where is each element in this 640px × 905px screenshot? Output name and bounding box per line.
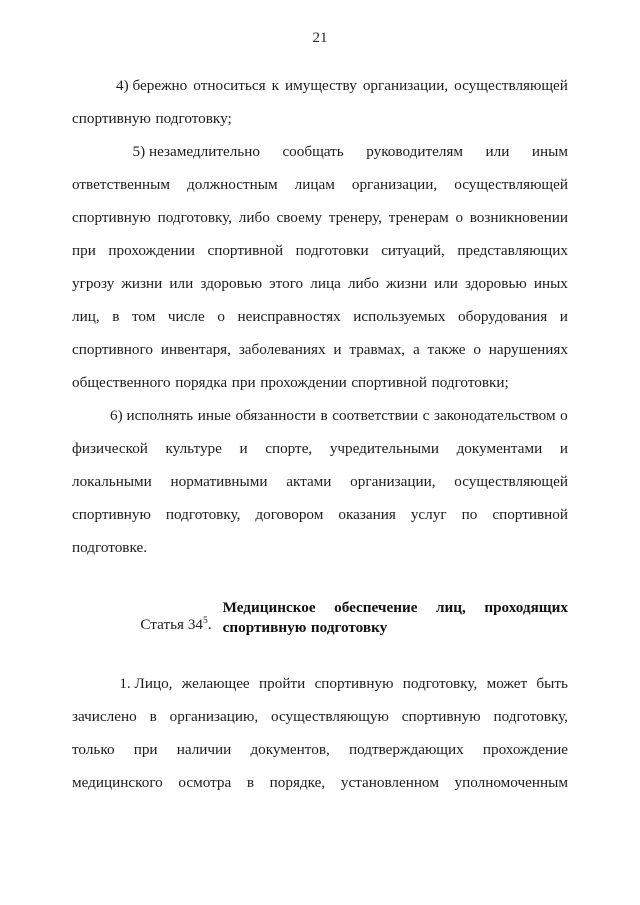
word: спортивной (351, 374, 427, 391)
word: травмах, (349, 341, 406, 358)
word: тренеру, (328, 209, 383, 226)
word: и (559, 308, 568, 325)
word: спортивную (72, 209, 151, 226)
word: и (239, 440, 248, 457)
word: спортивную (222, 619, 307, 636)
word: оборудования (458, 308, 548, 325)
word: здоровью (200, 275, 263, 292)
word: к (271, 77, 279, 94)
word: учредительными (329, 440, 439, 457)
word: подготовку, (402, 675, 478, 692)
word: спортивного (72, 341, 153, 358)
word: документами (456, 440, 543, 457)
word: порядке, (269, 774, 326, 791)
word: обязанности (235, 407, 316, 424)
word: организацию, (169, 708, 259, 725)
word: только (72, 741, 115, 758)
word: подготовку, (493, 708, 568, 725)
word: либо (347, 275, 379, 292)
text-line (72, 726, 568, 759)
word: лицам (294, 176, 335, 193)
text-line (72, 425, 568, 458)
word: наличии (176, 741, 232, 758)
word: руководителям (366, 143, 464, 160)
text-line (72, 693, 568, 726)
text-line (72, 194, 568, 227)
word: желающее (181, 675, 250, 692)
word: общественного (72, 374, 171, 391)
word: о (560, 407, 568, 424)
text-line (72, 491, 568, 524)
word: используемых (353, 308, 446, 325)
word: ответственным (72, 176, 170, 193)
word: может (486, 675, 528, 692)
text-line (72, 759, 568, 792)
word: лица (310, 275, 341, 292)
word: проходящих (484, 599, 568, 616)
word: в (149, 708, 157, 725)
text-line (72, 359, 568, 392)
word: подготовке. (72, 539, 147, 556)
word: а (412, 341, 420, 358)
word: спортивной (207, 242, 284, 259)
word: инвентаря, (160, 341, 231, 358)
word: спортивной (492, 506, 568, 523)
word: этого (269, 275, 304, 292)
word: возникновении (469, 209, 568, 226)
word: относиться (193, 77, 266, 94)
word: подготовку, (165, 506, 241, 523)
word: имуществу (285, 77, 357, 94)
word: угрозу (72, 275, 115, 292)
word: или (169, 275, 194, 292)
article-heading-label-prefix: Статья 34 (140, 616, 204, 633)
text-line (72, 293, 568, 326)
word: жизни (121, 275, 163, 292)
word: по (461, 506, 478, 523)
article-heading-title (212, 598, 568, 638)
word: организации, (362, 77, 449, 94)
word: прохождение (482, 741, 568, 758)
word: осуществляющей (454, 77, 568, 94)
word: о (217, 308, 225, 325)
word: подготовки (295, 242, 369, 259)
word: осмотра (178, 774, 232, 791)
word: уполномоченным (454, 774, 568, 791)
word: о (473, 341, 481, 358)
word: 1. Лицо, (119, 675, 173, 692)
word: спортивную (72, 110, 151, 127)
word: зачислено (72, 708, 137, 725)
word: жизни (386, 275, 427, 292)
word: спортивную (72, 506, 151, 523)
word: лиц, (72, 308, 100, 325)
word: 6) исполнять (110, 407, 194, 424)
word: прохождении (108, 242, 195, 259)
word: лиц, (435, 599, 466, 616)
word: организации, (350, 473, 436, 490)
document-body-continued (72, 660, 568, 792)
word: иным (531, 143, 568, 160)
word: тренерам (388, 209, 449, 226)
word: документов, (250, 741, 330, 758)
word: и (333, 341, 342, 358)
text-line (72, 128, 568, 161)
word: сообщать (282, 143, 344, 160)
text-line (72, 161, 568, 194)
word: или (485, 143, 510, 160)
word: неисправностях (237, 308, 341, 325)
article-heading-superscript: 5 (203, 614, 208, 626)
word: организации, (351, 176, 438, 193)
word: 4) бережно (116, 77, 188, 94)
word: ситуаций, (381, 242, 445, 259)
word: при (133, 741, 158, 758)
paragraph (72, 392, 568, 557)
word: оказания (338, 506, 396, 523)
word: подтверждающих (348, 741, 464, 758)
text-line (72, 95, 568, 128)
article-title-line (223, 598, 568, 618)
word: том (131, 308, 156, 325)
text-line (72, 62, 568, 95)
text-line (72, 392, 568, 425)
word: иные (197, 407, 231, 424)
paragraph (72, 62, 568, 128)
word: Медицинское (222, 599, 316, 616)
word: культуре (165, 440, 222, 457)
word: должностным (186, 176, 278, 193)
word: подготовку (310, 619, 388, 636)
word: локальными (72, 473, 152, 490)
word: здоровью (465, 275, 527, 292)
word: договором (255, 506, 324, 523)
word: соответствии (332, 407, 419, 424)
word: осуществляющей (454, 473, 568, 490)
word: и (559, 440, 568, 457)
word: физической (72, 440, 148, 457)
article-heading-label (72, 598, 212, 652)
text-line (72, 260, 568, 293)
word: представляющих (457, 242, 568, 259)
word: порядка (175, 374, 228, 391)
word: иных (533, 275, 568, 292)
word: подготовку; (155, 110, 232, 127)
word: числе (167, 308, 205, 325)
text-line (72, 524, 568, 557)
text-line (72, 660, 568, 693)
word: либо (238, 209, 270, 226)
word: подготовки; (431, 374, 509, 391)
word: осуществляющей (454, 176, 568, 193)
word: подготовку, (157, 209, 233, 226)
word: 5) незамедлительно (132, 143, 260, 160)
word: установленном (340, 774, 439, 791)
word: своему (276, 209, 323, 226)
article-heading-label-suffix: . (207, 616, 212, 633)
word: в (112, 308, 120, 325)
word: пройти (259, 675, 306, 692)
word: спортивную (401, 708, 481, 725)
word: нормативными (170, 473, 268, 490)
word: при (231, 374, 256, 391)
word: в (320, 407, 328, 424)
word: в (246, 774, 255, 791)
text-line (72, 458, 568, 491)
word: услуг (410, 506, 447, 523)
word: быть (536, 675, 568, 692)
word: прохождении (260, 374, 347, 391)
word: спортивную (314, 675, 394, 692)
paragraph (72, 128, 568, 392)
word: медицинского (72, 774, 163, 791)
text-line (72, 227, 568, 260)
word: заболеваниях (238, 341, 326, 358)
text-line (72, 326, 568, 359)
word: осуществляющую (271, 708, 389, 725)
document-body (72, 62, 568, 557)
word: с (422, 407, 430, 424)
word: о (455, 209, 464, 226)
page-number: 21 (312, 30, 328, 46)
word: актами (286, 473, 332, 490)
word: при (72, 242, 96, 259)
word: спорте, (265, 440, 313, 457)
word: законодательством (434, 407, 556, 424)
word: также (427, 341, 466, 358)
paragraph (72, 660, 568, 792)
word: или (434, 275, 458, 292)
article-heading (72, 598, 568, 652)
article-title-line (223, 618, 568, 638)
word: обеспечение (334, 599, 418, 616)
word: нарушениях (488, 341, 568, 358)
